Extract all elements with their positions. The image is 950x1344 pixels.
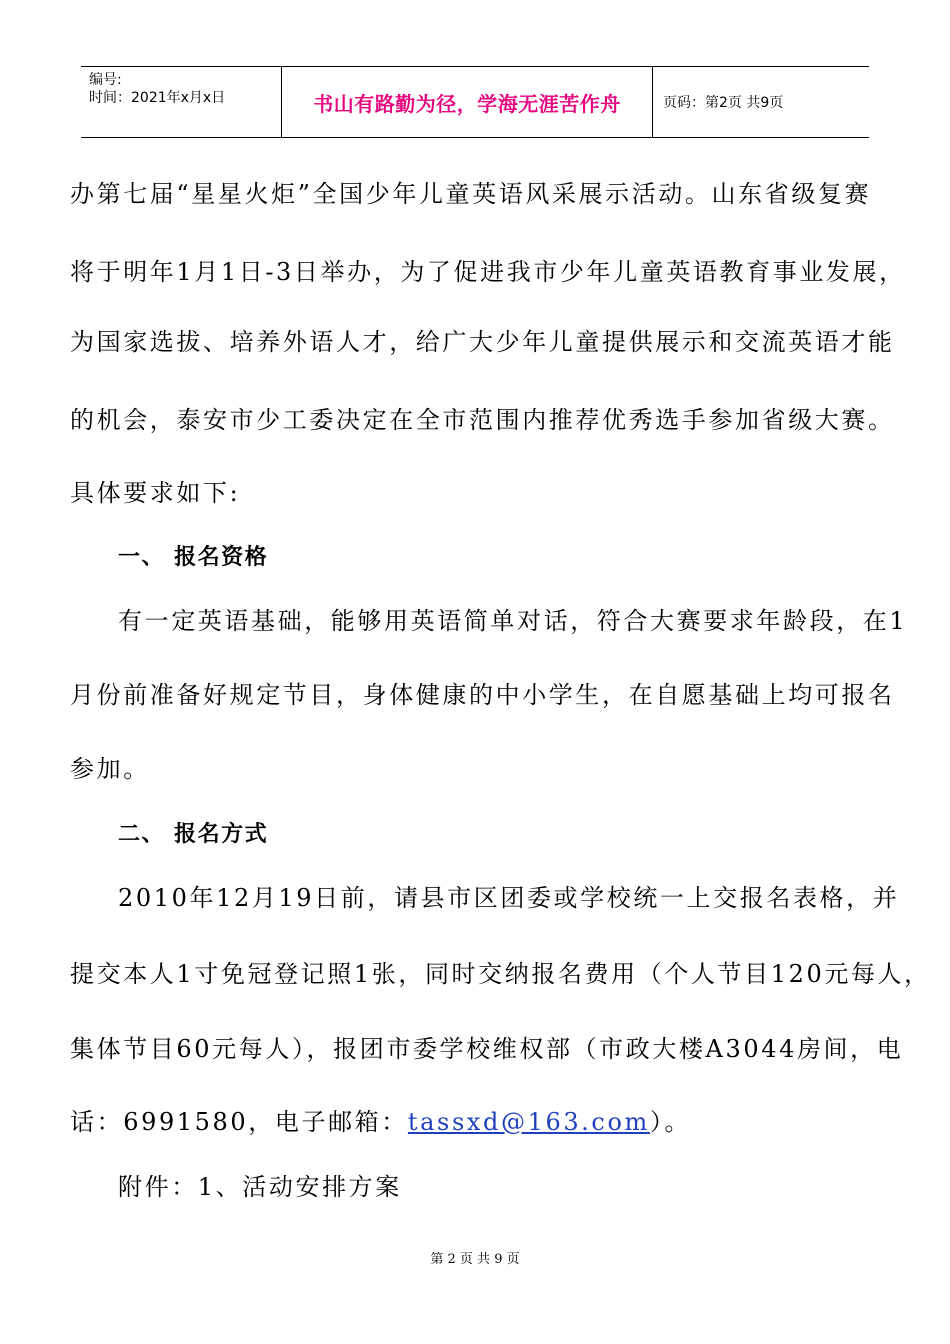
- section2-line: 2010年12月19日前，请县市区团委或学校统一上交报名表格，并: [118, 884, 900, 912]
- section1-line: 参加。: [70, 755, 150, 783]
- header-motto-cell: [281, 67, 653, 137]
- section-heading-method: 二、 报名方式: [118, 822, 269, 847]
- body-line: 办第七届“星星火炬”全国少年儿童英语风采展示活动。山东省级复赛: [70, 180, 872, 208]
- body-line: 为国家选拔、培养外语人才，给广大少年儿童提供展示和交流英语才能: [70, 328, 895, 356]
- body-line: 具体要求如下:: [70, 479, 241, 507]
- motto-text: 书山有路勤为径，学海无涯苦作舟: [313, 91, 621, 116]
- body-line: 的机会，泰安市少工委决定在全市范围内推荐优秀选手参加省级大赛。: [70, 406, 895, 434]
- section2-line: 提交本人1寸免冠登记照1张，同时交纳报名费用（个人节目120元每人，: [70, 960, 931, 988]
- email-link[interactable]: tassxd@163.com: [407, 1108, 650, 1136]
- header-left-cell: [81, 67, 281, 137]
- contact-prefix: 话：6991580，电子邮箱：: [70, 1108, 408, 1136]
- section1-line: 有一定英语基础，能够用英语简单对话，符合大赛要求年龄段，在1: [118, 607, 908, 635]
- attachment-line: 附件：1、活动安排方案: [118, 1173, 402, 1201]
- contact-suffix: ）。: [649, 1108, 692, 1136]
- section2-line: 集体节目60元每人），报团市委学校维权部（市政大楼A3044房间，电: [70, 1035, 904, 1063]
- body-line: 将于明年1月1日-3日举办，为了促进我市少年儿童英语教育事业发展，: [70, 258, 906, 286]
- header-table: [81, 66, 869, 138]
- page-info: 页码：第2页 共9页: [663, 95, 784, 111]
- section-heading-qualification: 一、 报名资格: [118, 545, 269, 570]
- section1-line: 月份前准备好规定节目，身体健康的中小学生，在自愿基础上均可报名: [70, 681, 895, 709]
- header-page-cell: [653, 67, 869, 137]
- document-number-label: 编号:: [89, 72, 122, 88]
- document-date: 时间：2021年x月x日: [89, 90, 226, 106]
- page-footer: 第 2 页 共 9 页: [430, 1252, 520, 1267]
- contact-line: [70, 1107, 691, 1137]
